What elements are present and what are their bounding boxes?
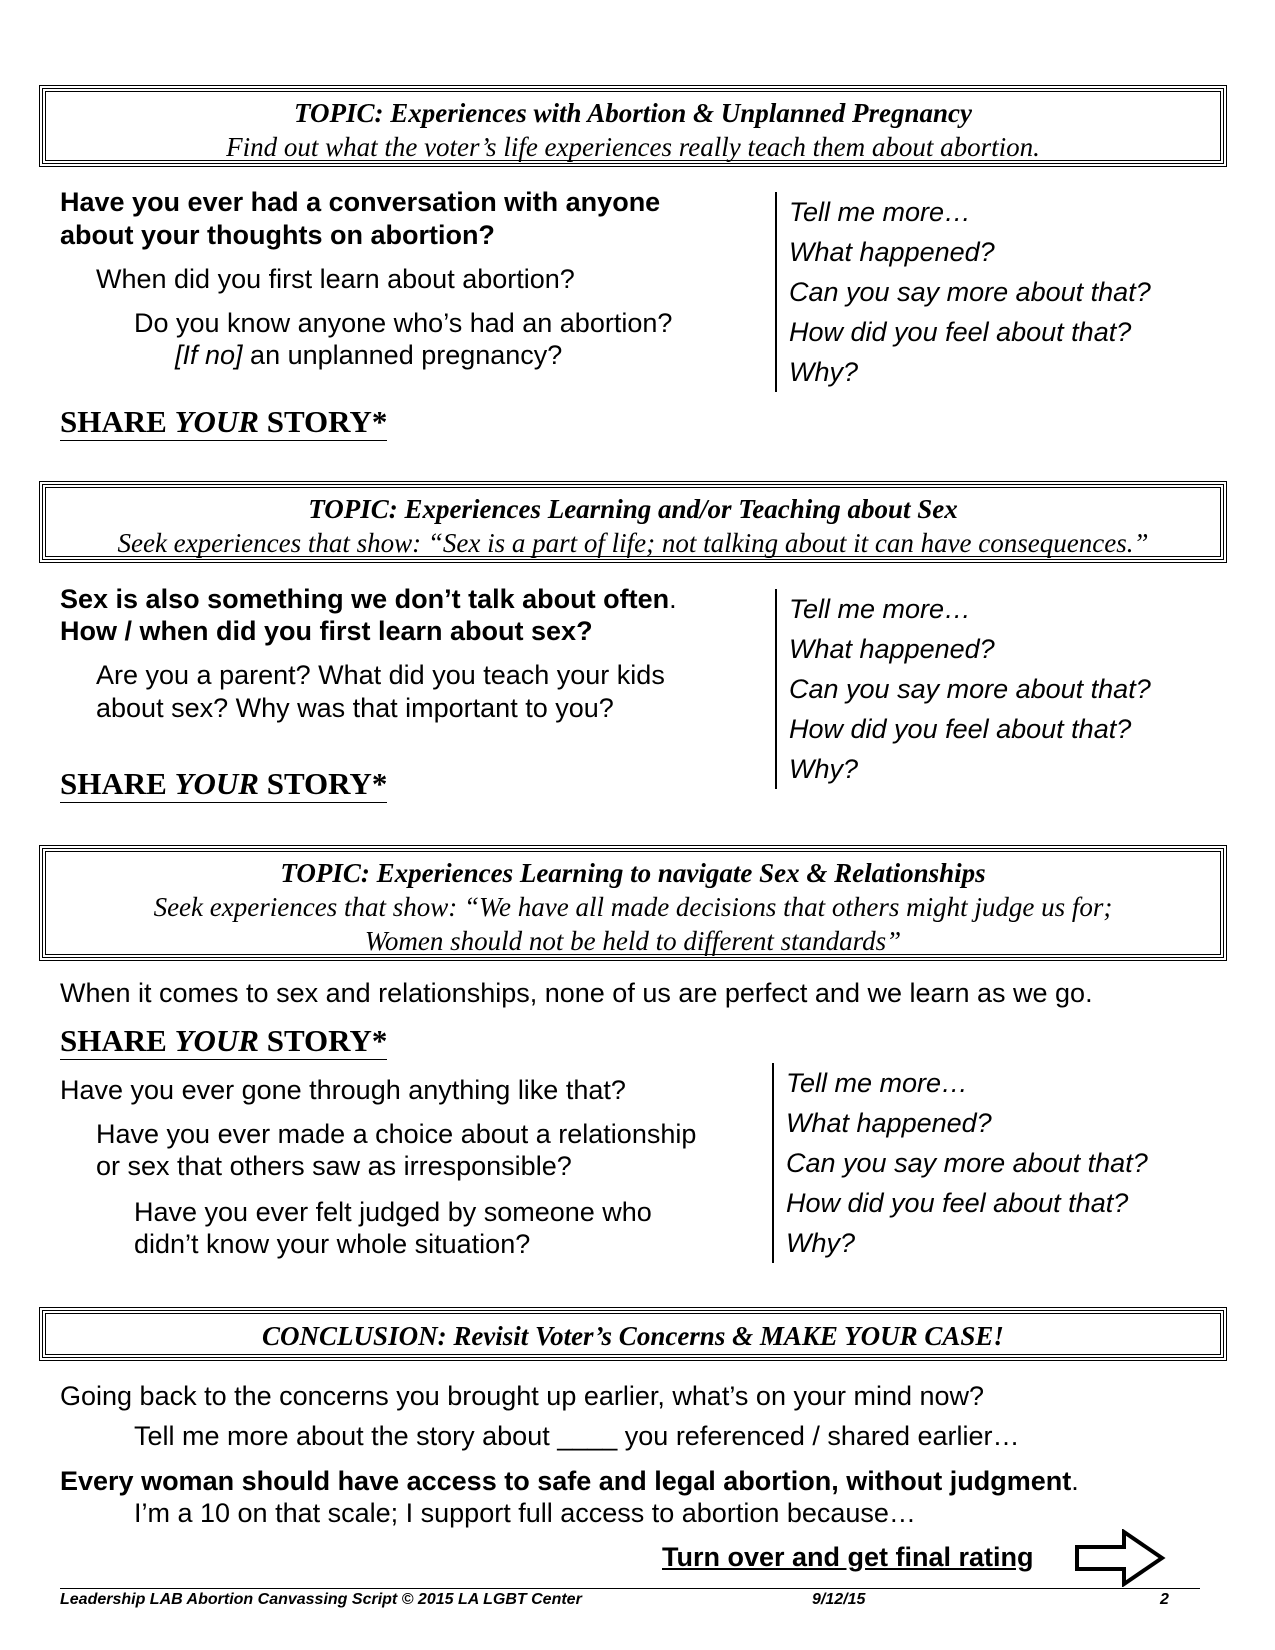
footer-date: 9/12/15 (812, 1591, 866, 1608)
topic-title: TOPIC: Experiences Learning to navigate Sex & Relationships (280, 858, 986, 888)
topic-subtitle: Find out what the voter’s life experiences really teach them about abortion. (226, 132, 1040, 162)
conclusion-story-prompt: Tell me more about the story about ____ you referenced / shared earlier… (134, 1421, 1020, 1451)
probe-item: Tell me more… (789, 197, 972, 227)
share-your-story-heading: SHARE YOUR STORY* (60, 1023, 388, 1058)
probe-item: Why? (789, 754, 859, 784)
question-conversation: Have you ever had a conversation with anyone (60, 187, 661, 217)
probe-item: What happened? (789, 237, 995, 267)
question-first-learn-sex: How / when did you first learn about sex? (60, 616, 593, 646)
question-gone-through: Have you ever gone through anything like that? (60, 1075, 626, 1105)
question-unplanned (175, 339, 562, 372)
probe-item: How did you feel about that? (786, 1188, 1129, 1218)
section3-intro: When it comes to sex and relationships, none of us are perfect and we learn as we go. (60, 978, 1093, 1008)
share-your-story-heading: SHARE YOUR STORY* (60, 766, 388, 801)
topic-box-sex-education (42, 484, 1224, 560)
unplanned-text: an unplanned pregnancy? (242, 340, 563, 370)
probe-item: Why? (786, 1228, 856, 1258)
question-choice-cont: or sex that others saw as irresponsible? (96, 1151, 572, 1181)
probe-item: Can you say more about that? (789, 277, 1151, 307)
probe-list (775, 192, 1151, 392)
question-parent: Are you a parent? What did you teach your kids (96, 660, 665, 690)
probe-item: How did you feel about that? (789, 714, 1132, 744)
topic-title: TOPIC: Experiences Learning and/or Teaching about Sex (308, 494, 958, 524)
topic-title: TOPIC: Experiences with Abortion & Unplanned Pregnancy (293, 98, 973, 128)
right-arrow-icon (1074, 1529, 1166, 1587)
question-sex-talk: Sex is also something we don’t talk about often. (60, 584, 677, 614)
probe-item: Why? (789, 357, 859, 387)
conclusion-question: Going back to the concerns you brought up earlier, what’s on your mind now? (60, 1381, 985, 1411)
probe-list (775, 589, 1151, 789)
share-your-story-heading: SHARE YOUR STORY* (60, 404, 388, 439)
probe-item: What happened? (786, 1108, 992, 1138)
question-parent-cont: about sex? Why was that important to you? (96, 693, 614, 723)
question-judged: Have you ever felt judged by someone who (134, 1197, 652, 1227)
question-judged-cont: didn’t know your whole situation? (134, 1229, 531, 1259)
topic-subtitle: Seek experiences that show: “Sex is a part of life; not talking about it can have consequences.” (117, 528, 1149, 558)
question-first-learn: When did you first learn about abortion? (96, 264, 575, 294)
make-your-case-statement: Every woman should have access to safe and legal abortion, without judgment. (60, 1466, 1079, 1496)
probe-list (772, 1063, 1148, 1263)
probe-item: Tell me more… (786, 1068, 969, 1098)
footer-divider (60, 1588, 1200, 1589)
scale-statement: I’m a 10 on that scale; I support full access to abortion because… (134, 1498, 916, 1528)
footer-left: Leadership LAB Abortion Canvassing Script © 2015 LA LGBT Center (60, 1591, 582, 1608)
probe-item: How did you feel about that? (789, 317, 1132, 347)
topic-box-abortion (42, 88, 1224, 164)
topic-box-conclusion (42, 1310, 1224, 1358)
question-choice: Have you ever made a choice about a relationship (96, 1119, 697, 1149)
conclusion-title: CONCLUSION: Revisit Voter’s Concerns & MAKE YOUR CASE! (262, 1321, 1004, 1351)
probe-item: What happened? (789, 634, 995, 664)
if-no-note: [If no] (175, 340, 243, 370)
probe-item: Tell me more… (789, 594, 972, 624)
turn-over-instruction: Turn over and get final rating (662, 1542, 1034, 1572)
topic-subtitle: Seek experiences that show: “We have all made decisions that others might judge us for; (153, 892, 1113, 922)
probe-item: Can you say more about that? (786, 1148, 1148, 1178)
topic-box-relationships (42, 848, 1224, 958)
question-know-anyone: Do you know anyone who’s had an abortion? (134, 308, 673, 338)
footer-page-number: 2 (1160, 1591, 1169, 1608)
question-conversation-cont: about your thoughts on abortion? (60, 220, 495, 250)
probe-item: Can you say more about that? (789, 674, 1151, 704)
topic-subtitle: Women should not be held to different standards” (364, 926, 902, 956)
